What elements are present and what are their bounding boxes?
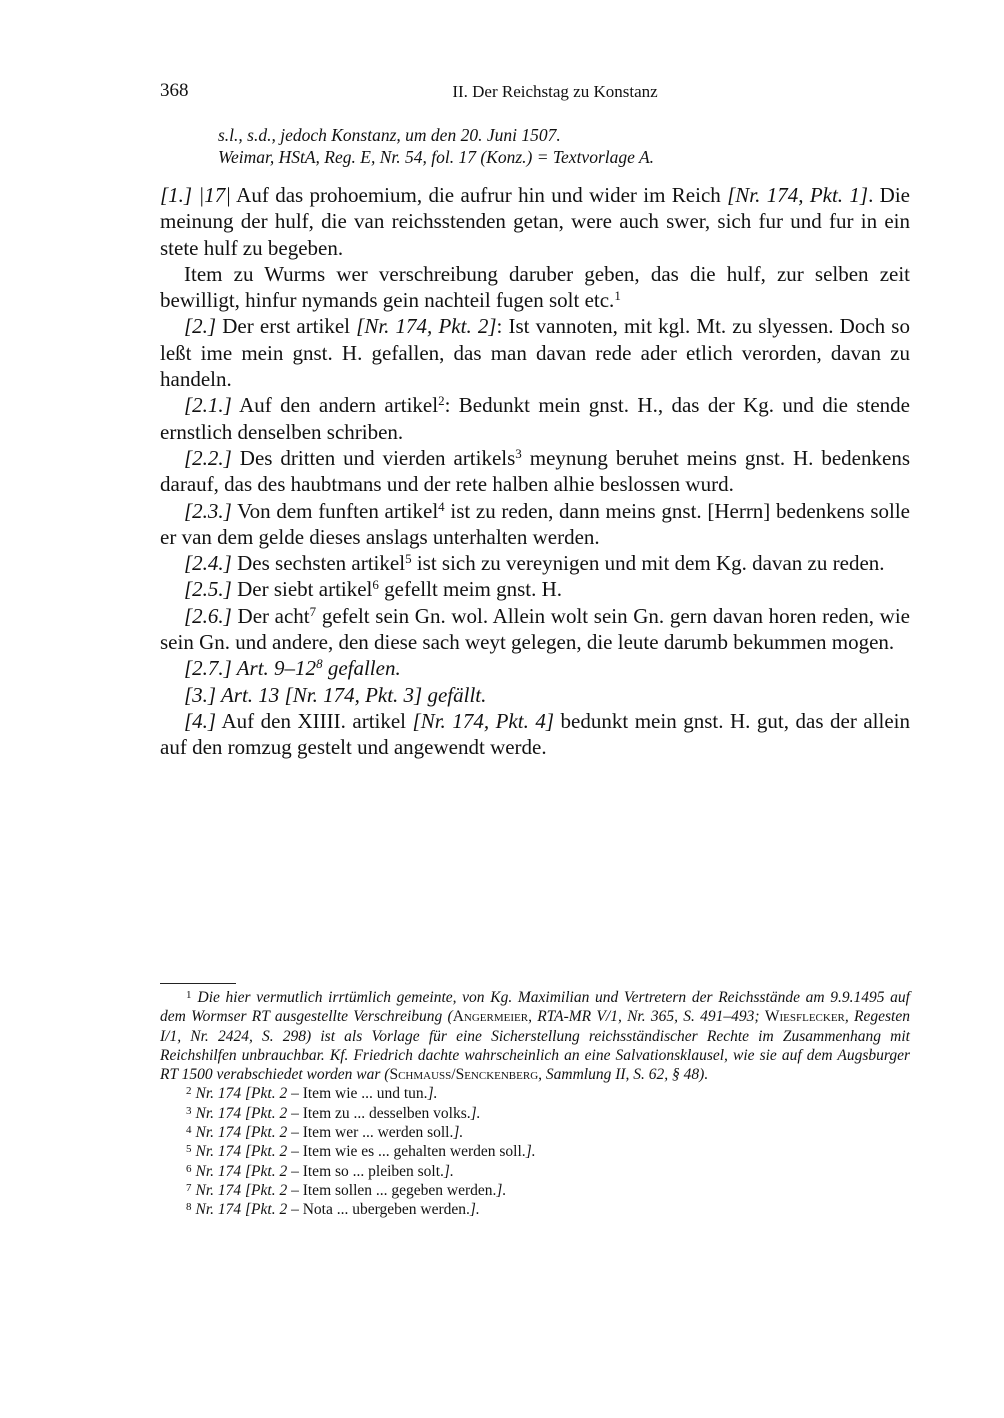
paragraph-12 (160, 708, 910, 761)
footnote-text: Item zu ... desselben volks. (298, 1104, 471, 1122)
paragraph-11 (160, 682, 910, 708)
paragraph-text: : Bedunkt mein gnst. H., das der Kg. und die stende ernstlich denselben schriben. (160, 393, 911, 444)
paragraph-text: Von dem funften artikel (231, 498, 439, 523)
footnote-8 (160, 1200, 910, 1219)
footnote-end: ]. (470, 1104, 481, 1122)
footnote-number: 6 (186, 1162, 192, 1175)
footnotes (160, 988, 910, 1220)
paragraph-text: gefellt meim gnst. H. (378, 577, 563, 602)
paragraph-text: : Ist vannoten, mit kgl. Mt. zu slyessen. Doch so leßt ime mein gnst. H. gefallen, das man davan rede ader etlich verorden, davan zu handeln. (160, 314, 910, 392)
page-header (160, 80, 910, 110)
cross-ref: [Nr. 174, Pkt. 4] (412, 708, 555, 733)
footnote-marker[interactable]: 4 (438, 498, 445, 514)
footnote-text: Item wer ... werden soll. (298, 1124, 454, 1142)
paragraph-9 (160, 603, 910, 656)
paragraph-2 (160, 261, 910, 314)
footnote-number: 2 (186, 1085, 192, 1098)
footnote-text: Item sollen ... gegeben werden. (298, 1181, 497, 1199)
paragraph-text: [2.7.] Art. 9–12 (184, 656, 317, 681)
cross-ref: [Nr. 174, Pkt. 2] (356, 314, 497, 339)
section-ref: [4.] (184, 708, 217, 733)
footnote-6 (160, 1162, 910, 1181)
footnote-ref: Nr. 174 [Pkt. 2 – (195, 1181, 299, 1199)
author-name: Angermeier (452, 1008, 529, 1026)
footnote-ref: Nr. 174 [Pkt. 2 – (195, 1162, 299, 1180)
paragraph-text: Auf den XIIII. artikel (216, 708, 413, 733)
footnote-divider (160, 983, 236, 984)
paragraph-4 (160, 392, 910, 445)
section-ref: [2.1.] (184, 393, 232, 418)
footnote-3 (160, 1104, 910, 1123)
footnote-end: ]. (443, 1162, 454, 1180)
page-number: 368 (160, 80, 189, 101)
footnote-1 (160, 988, 910, 1084)
section-ref: [2.] (184, 314, 217, 339)
footnote-ref: Nr. 174 [Pkt. 2 – (195, 1201, 299, 1219)
paragraph-5 (160, 445, 910, 498)
footnote-ref: Nr. 174 [Pkt. 2 – (195, 1085, 299, 1103)
paragraph-text: Der siebt artikel (231, 577, 373, 602)
paragraph-text: gefallen. (322, 656, 401, 681)
footnote-ref: Nr. 174 [Pkt. 2 – (195, 1143, 299, 1161)
paragraph-text: Der erst artikel (216, 314, 357, 339)
footnote-number: 1 (186, 989, 192, 1001)
source-block (218, 124, 908, 168)
paragraph-text: ist sich zu vereynigen und mit dem Kg. davan zu reden. (411, 551, 885, 576)
paragraph-text: bedunkt mein gnst. H. gut, das der allein auf den romzug gestelt und angewendt werde. (160, 708, 910, 760)
footnote-4 (160, 1123, 910, 1142)
footnote-end: ]. (453, 1124, 464, 1142)
paragraph-text: [3.] Art. 13 [Nr. 174, Pkt. 3] gefällt. (184, 682, 487, 707)
footnote-ref: Nr. 174 [Pkt. 2 – (195, 1104, 299, 1122)
paragraph-text: gefelt sein Gn. wol. Allein wolt sein Gn. gern davan horen reden, wie sein Gn. und andere, den diese sach weyt gelegen, die leute darumb bekummen mogen. (160, 603, 910, 655)
section-ref: [2.6.] (184, 603, 232, 628)
footnote-number: 3 (186, 1104, 192, 1117)
footnote-text: Item wie es ... gehalten werden soll. (298, 1143, 526, 1161)
section-ref: [2.2.] (184, 445, 232, 470)
footnote-number: 7 (186, 1181, 192, 1194)
footnote-number: 8 (186, 1201, 192, 1214)
paragraph-text: Des sechsten artikel (231, 551, 406, 576)
footnote-marker[interactable]: 2 (438, 393, 445, 409)
paragraph-7 (160, 550, 910, 576)
footnote-text: , Regesten I/1, Nr. 2424, S. 298) ist als Vorlage für eine Sicherstellung reichsständischer Rechte im Zusammenhang mit Reichshilfen unbrauchbar. Kf. Friedrich dachte wahrscheinlich an eine Salvationsklausel, wie sie auf dem Augsburger RT 1500 verabschiedet worden war ( (160, 1008, 910, 1084)
paragraph-3 (160, 313, 910, 392)
paragraph-1 (160, 182, 910, 261)
section-ref: [2.3.] (184, 498, 232, 523)
running-title: II. Der Reichstag zu Konstanz (452, 82, 658, 101)
paragraph-text: Der acht (231, 603, 310, 628)
paragraph-text: Auf den andern artikel (231, 393, 439, 418)
footnote-end: ]. (525, 1143, 536, 1161)
footnote-end: ]. (469, 1201, 480, 1219)
paragraph-text: Item zu Wurms wer verschreibung daruber geben, das die hulf, zur selben zeit bewilligt, hinfur nymands gein nachteil fugen solt etc. (160, 261, 910, 313)
footnote-2 (160, 1084, 910, 1103)
footnote-text: , Sammlung II, S. 62, § 48). (538, 1066, 709, 1084)
author-name: Schmauss/Senckenberg (389, 1066, 539, 1084)
footnote-7 (160, 1181, 910, 1200)
footnote-marker[interactable]: 1 (614, 288, 621, 304)
footnote-marker[interactable]: 8 (316, 656, 323, 672)
paragraph-text: . Die meinung der hulf, die van reichsstenden getan, were auch swer, sich fur und fur in ein stete hulf zu begeben. (160, 183, 910, 260)
paragraph-text: meynung beruhet meins gnst. H. bedenkens darauf, das des haubtmans und der rete halben alhie beslossen wurd. (160, 445, 910, 497)
main-text (160, 182, 910, 761)
paragraph-text: Auf das prohoemium, die aufrur hin und wider im Reich (231, 183, 728, 207)
paragraph-8 (160, 576, 910, 602)
footnote-text: Die hier vermutlich irrtümlich gemeinte, von Kg. Maximilian und Vertretern der Reichsstände am 9.9.1495 auf dem Wormser RT ausgestellte Verschreibung ( (160, 989, 910, 1026)
footnote-text: , RTA-MR V/1, Nr. 365, S. 491–493; (528, 1008, 765, 1026)
footnote-marker[interactable]: 6 (372, 577, 379, 593)
section-ref: [2.5.] (184, 577, 232, 602)
footnote-end: ]. (427, 1085, 438, 1103)
footnote-marker[interactable]: 5 (405, 551, 412, 567)
footnote-end: ]. (496, 1181, 507, 1199)
paragraph-text: Des dritten und vierden artikels (231, 445, 516, 470)
paragraph-10 (160, 655, 910, 681)
footnote-5 (160, 1142, 910, 1161)
source-archive-line: Weimar, HStA, Reg. E, Nr. 54, fol. 17 (Konz.) = Textvorlage A. (218, 147, 655, 167)
section-ref: [2.4.] (184, 551, 232, 576)
author-name: Wiesflecker (764, 1008, 845, 1026)
section-ref: [1.] |17| (160, 183, 231, 207)
paragraph-6 (160, 498, 910, 551)
footnote-ref: Nr. 174 [Pkt. 2 – (195, 1124, 299, 1142)
footnote-number: 5 (186, 1143, 192, 1156)
cross-ref: [Nr. 174, Pkt. 1] (727, 183, 869, 207)
footnote-text: Item wie ... und tun. (298, 1085, 428, 1103)
footnote-marker[interactable]: 7 (309, 603, 317, 619)
footnote-number: 4 (186, 1124, 192, 1137)
source-date-line: s.l., s.d., jedoch Konstanz, um den 20. Juni 1507. (218, 125, 561, 145)
footnote-marker[interactable]: 3 (515, 445, 522, 461)
paragraph-text: ist zu reden, dann meins gnst. [Herrn] bedenkens solle er van dem gelde dieses anslags unterhalten werden. (160, 498, 910, 549)
footnote-text: Nota ... ubergeben werden. (298, 1201, 470, 1219)
footnote-text: Item so ... pleiben solt. (298, 1162, 444, 1180)
